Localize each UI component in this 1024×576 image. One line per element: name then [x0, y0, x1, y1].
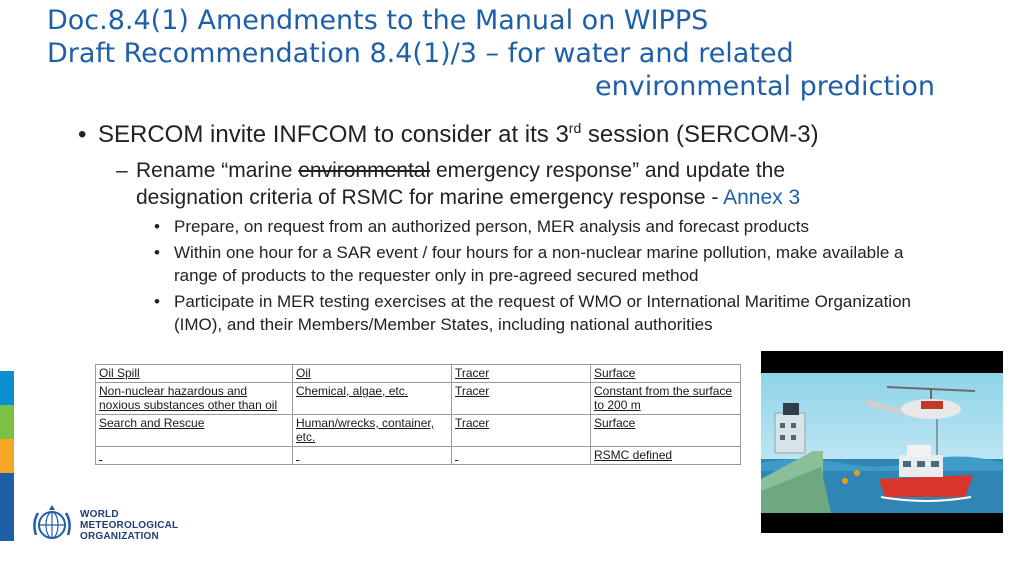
rescue-illustration	[761, 351, 1003, 533]
table-row	[96, 383, 741, 415]
slide-content	[78, 119, 978, 339]
table-cell: Non-nuclear hazardous and noxious substances other than oil	[96, 383, 293, 415]
bullet-1-text: SERCOM invite INFCOM to consider at its 3rd session (SERCOM-3)	[98, 120, 819, 148]
table-cell: Tracer	[452, 415, 591, 447]
table-row	[96, 447, 741, 465]
table-row	[96, 365, 741, 383]
table-cell: Oil Spill	[96, 365, 293, 383]
color-sidebar	[0, 371, 14, 541]
wmo-logo-text: WORLD METEOROLOGICAL ORGANIZATION	[80, 508, 179, 542]
table-cell: Search and Rescue	[96, 415, 293, 447]
wmo-emblem-icon	[28, 501, 76, 549]
table-cell: Surface	[591, 415, 741, 447]
list-item: • Prepare, on request from an authorized person, MER analysis and forecast products	[154, 217, 810, 236]
bullet-level-2	[116, 157, 876, 211]
title-line-2: Draft Recommendation 8.4(1)/3 – for water and related	[47, 38, 794, 69]
list-item: • Participate in MER testing exercises at the request of WMO or International Maritime Organization (IMO), and their Members/Member States, including national authorities	[154, 292, 911, 334]
table-cell: Oil	[293, 365, 452, 383]
sidebar-stripe	[0, 371, 14, 405]
table-cell: Tracer	[452, 365, 591, 383]
sidebar-stripe	[0, 507, 14, 541]
table-cell: Constant from the surface to 200 m	[591, 383, 741, 415]
slide-title	[47, 4, 987, 103]
table-cell	[452, 447, 591, 465]
sidebar-stripe	[0, 405, 14, 439]
bullet-dot-icon: •	[154, 243, 160, 262]
dash-bullet-icon: –	[116, 159, 128, 182]
sidebar-stripe	[0, 473, 14, 507]
table-row	[96, 415, 741, 447]
title-line-1: Doc.8.4(1) Amendments to the Manual on WIPPS	[47, 5, 709, 36]
sidebar-stripe	[0, 439, 14, 473]
table-cell: RSMC defined	[591, 447, 741, 465]
struck-word: environmental	[298, 159, 431, 182]
table-cell: Chemical, algae, etc.	[293, 383, 452, 415]
table-cell: Tracer	[452, 383, 591, 415]
annex-link[interactable]: Annex 3	[723, 186, 801, 209]
bullet-dot-icon: •	[78, 121, 87, 148]
list-item: • Within one hour for a SAR event / four hours for a non-nuclear marine pollution, make available a range of products to the requester only in pre-agreed secured method	[154, 243, 904, 285]
table-cell: Human/wrecks, container, etc.	[293, 415, 452, 447]
bullet-dot-icon: •	[154, 292, 160, 311]
bullet-dot-icon: •	[154, 217, 160, 236]
table-cell	[96, 447, 293, 465]
table-cell	[293, 447, 452, 465]
bullet-2-text: Rename “marine environmental emergency response” and update the designation criteria of RSMC for marine emergency response - Annex 3	[136, 159, 801, 209]
mer-criteria-table	[95, 364, 741, 465]
title-line-3: environmental prediction	[595, 71, 936, 102]
sub-bullet-list	[154, 215, 934, 336]
rescue-scene-image	[761, 351, 1003, 533]
table-cell: Surface	[591, 365, 741, 383]
bullet-level-1	[78, 119, 978, 151]
wmo-logo	[28, 500, 188, 550]
